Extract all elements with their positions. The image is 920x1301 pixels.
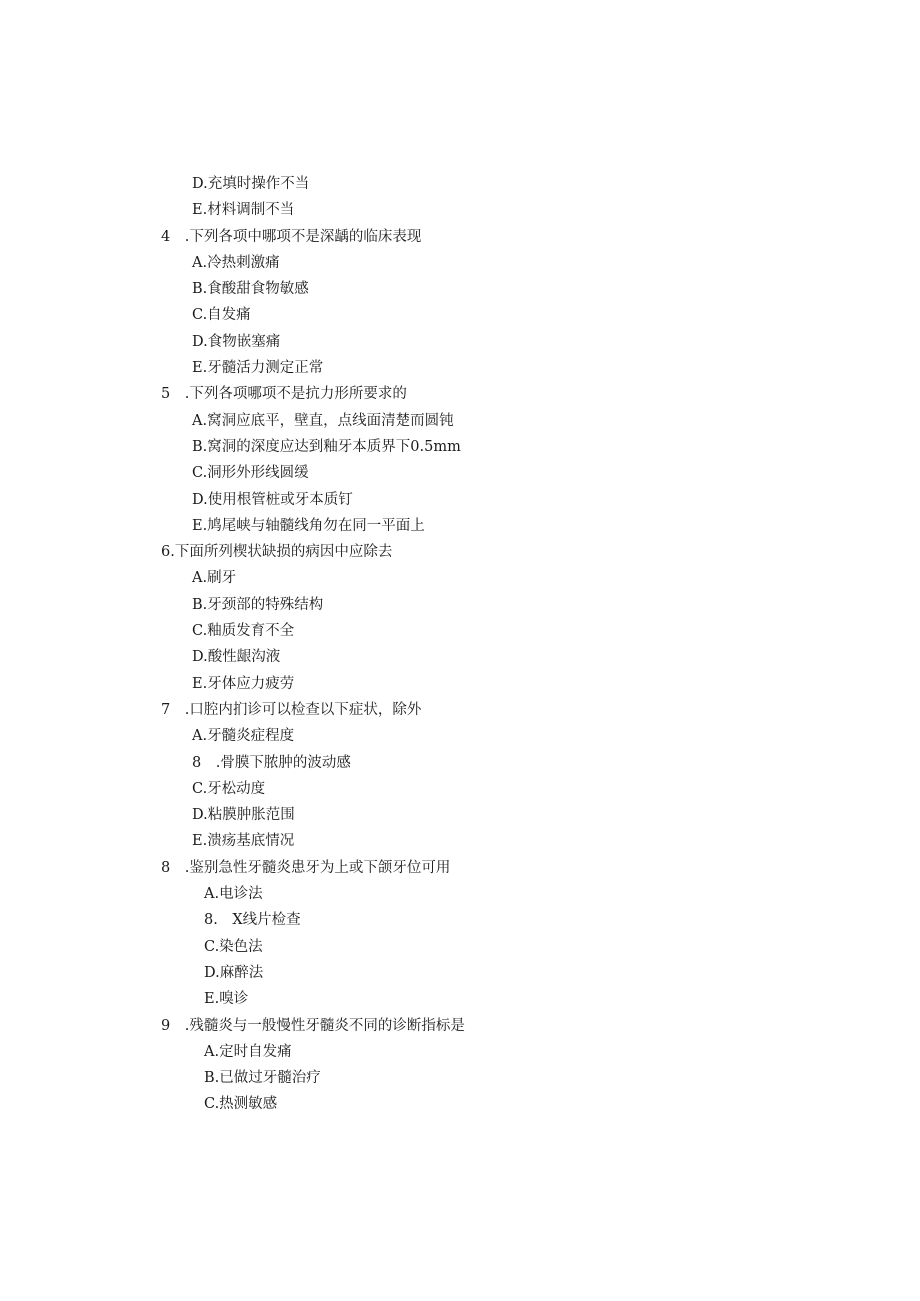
option-line: 8 .骨膜下脓肿的波动感 xyxy=(192,754,351,771)
option-line: E.材料调制不当 xyxy=(192,202,295,219)
option-line: C.热测敏感 xyxy=(204,1096,278,1113)
option-line: A.刷牙 xyxy=(192,570,237,587)
option-line: A.冷热刺激痛 xyxy=(192,254,280,271)
option-line: D.充填时操作不当 xyxy=(192,176,310,192)
question-line: 8 .鉴别急性牙髓炎患牙为上或下颌牙位可用 xyxy=(161,859,451,876)
question-line: 7 .口腔内扪诊可以检查以下症状，除外 xyxy=(161,701,422,718)
option-line: E.鸠尾峡与轴髓线角勿在同一平面上 xyxy=(192,517,425,534)
option-line: E.牙体应力疲劳 xyxy=(192,675,295,692)
option-line: E.牙髓活力测定正常 xyxy=(192,360,324,377)
option-line: A.牙髓炎症程度 xyxy=(192,728,295,745)
option-line: C.釉质发育不全 xyxy=(192,623,295,640)
option-line: C.牙松动度 xyxy=(192,780,266,797)
option-line: A.电诊法 xyxy=(204,886,263,903)
option-line: D.使用根管桩或牙本质钉 xyxy=(192,491,353,508)
question-line: 9 .残髓炎与一般慢性牙髓炎不同的诊断指标是 xyxy=(161,1017,465,1034)
option-line: B.已做过牙髓治疗 xyxy=(204,1070,321,1087)
option-line: B.牙颈部的特殊结构 xyxy=(192,596,324,613)
option-line: A.定时自发痛 xyxy=(204,1043,292,1060)
option-line: D.酸性龈沟液 xyxy=(192,649,281,666)
option-line: D.麻醉法 xyxy=(204,964,264,981)
question-line: 4 .下列各项中哪项不是深龋的临床表现 xyxy=(161,228,422,245)
option-line: D.食物嵌塞痛 xyxy=(192,333,281,350)
option-line: B.食酸甜食物敏感 xyxy=(192,281,309,298)
option-line: C.染色法 xyxy=(204,938,263,955)
question-line: 5 .下列各项哪项不是抗力形所要求的 xyxy=(161,386,407,403)
option-line: 8. X线片检查 xyxy=(204,912,301,929)
option-line: E.嗅诊 xyxy=(204,991,249,1008)
option-line: E.溃疡基底情况 xyxy=(192,833,295,850)
option-line: B.窝洞的深度应达到釉牙本质界下0.5mm xyxy=(192,438,461,455)
document-page xyxy=(0,171,920,1118)
option-line: C.洞形外形线圆缓 xyxy=(192,465,309,482)
option-line: C.自发痛 xyxy=(192,307,251,324)
option-line: D.粘膜肿胀范围 xyxy=(192,807,295,824)
option-line: A.窝洞应底平，壁直，点线面清楚而圆钝 xyxy=(192,412,454,429)
question-line: 6.下面所列楔状缺损的病因中应除去 xyxy=(161,544,393,561)
